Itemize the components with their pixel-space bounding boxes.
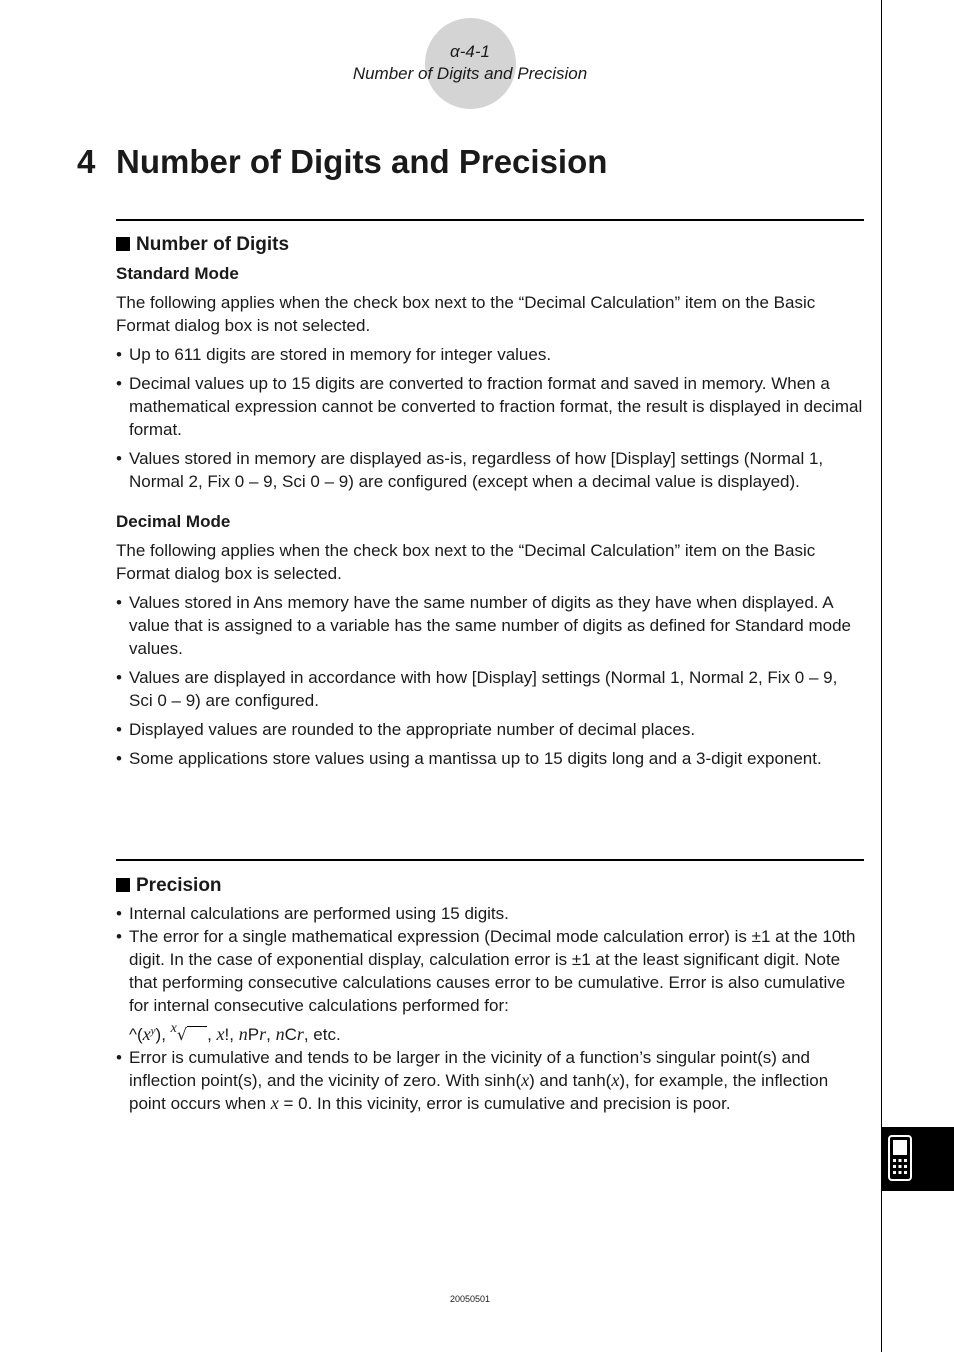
section-divider [116, 219, 864, 221]
bullet: • [116, 904, 122, 923]
decimal-mode-intro: The following applies when the check box next to the “Decimal Calculation” item on the Basic Format dialog box is selected. [116, 541, 816, 583]
page-title-number: 4 [77, 143, 96, 180]
bullet: • [116, 927, 122, 946]
power-exponent: y [150, 1025, 156, 1037]
list-item-text: Displayed values are rounded to the appropriate number of decimal places. [129, 720, 696, 739]
separator: , [207, 1025, 212, 1044]
bullet: • [116, 749, 122, 768]
text-segment: ) and tanh( [529, 1071, 612, 1090]
separator: , [266, 1025, 271, 1044]
sub-heading-standard-mode: Standard Mode [116, 264, 239, 283]
bullet: • [116, 1048, 122, 1067]
header-page-code: α-4-1 [450, 42, 490, 61]
list-item-text: Up to 611 digits are stored in memory for integer values. [129, 345, 552, 364]
bullet: • [116, 593, 122, 612]
power-open: ^( [129, 1025, 143, 1044]
npr-n: n [238, 1024, 248, 1044]
decimal-mode-list [116, 591, 864, 770]
radical-bar [187, 1026, 207, 1027]
list-item-text: The error for a single mathematical expression (Decimal mode calculation error) is ±1 at the 10th digit. In the case of exponential display, calculation error is ±1 at the least significant digit. Note that performing consecutive calculations causes error to be cumulative. Error is also cumulative for internal consecutive calculations performed for: [129, 927, 856, 1015]
standard-mode-intro: The following applies when the check box next to the “Decimal Calculation” item on the Basic Format dialog box is not selected. [116, 293, 816, 335]
list-item-text: Values are displayed in accordance with how [Display] settings (Normal 1, Normal 2, Fix 0 – 9, Sci 0 – 9) are configured. [129, 668, 838, 710]
list-item-text: Values stored in Ans memory have the same number of digits as they have when displayed. A value that is assigned to a variable has the same number of digits as defined for Standard mode values. [129, 593, 851, 658]
root-index: x [170, 1021, 177, 1036]
list-item [116, 372, 864, 441]
npr-r: r [259, 1024, 267, 1044]
list-item [116, 1046, 864, 1115]
factorial-tail: !, [224, 1025, 234, 1044]
header-chapter-title: Number of Digits and Precision [352, 64, 588, 83]
math-variable: x [611, 1070, 620, 1090]
list-item [116, 666, 864, 712]
bullet: • [116, 374, 122, 393]
factorial-variable: x [216, 1024, 225, 1044]
bullet: • [116, 668, 122, 687]
bullet: • [116, 345, 122, 364]
bullet: • [116, 720, 122, 739]
footer-code: 20050501 [449, 1294, 491, 1304]
text-segment: ), for example, the inflection point occurs when [129, 1071, 829, 1113]
list-item [116, 447, 864, 493]
sub-heading-decimal-mode: Decimal Mode [116, 512, 231, 531]
list-item [116, 343, 864, 366]
list-item [116, 925, 864, 1046]
list-item-text: Some applications store values using a mantissa up to 15 digits long and a 3-digit exponent. [129, 749, 822, 768]
power-close: ), [155, 1025, 166, 1044]
page-title-text: Number of Digits and Precision [116, 143, 608, 180]
section-heading [116, 873, 864, 899]
text-segment: = 0. In this vicinity, error is cumulative and precision is poor. [283, 1094, 731, 1113]
list-tail: , etc. [303, 1025, 341, 1044]
section-heading-text: Number of Digits [136, 234, 290, 255]
list-item-text: Internal calculations are performed using 15 digits. [129, 904, 509, 923]
bullet: • [116, 449, 122, 468]
ncr-r: r [296, 1024, 304, 1044]
section-heading [116, 232, 864, 258]
list-item [116, 591, 864, 660]
radical-sign-icon: √ [176, 1025, 188, 1044]
npr-p: P [247, 1025, 260, 1044]
power-base: x [142, 1024, 151, 1044]
precision-list [116, 902, 864, 1115]
xth-root-symbol [171, 1017, 207, 1046]
list-item [116, 747, 864, 770]
square-bullet-icon [116, 878, 130, 892]
text-segment: Error is cumulative and tends to be larger in the vicinity of a function’s singular point(s) and inflection point(s), and the vicinity of zero. With sinh( [129, 1048, 810, 1090]
list-item [116, 718, 864, 741]
calculator-icon [888, 1135, 912, 1181]
list-item [116, 902, 864, 925]
standard-mode-list [116, 343, 864, 493]
math-variable: x [521, 1070, 530, 1090]
ncr-c: C [284, 1025, 297, 1044]
side-chapter-tab[interactable] [882, 1127, 954, 1191]
page-title [77, 143, 607, 181]
section-divider [116, 859, 864, 861]
section-heading-text: Precision [136, 875, 222, 896]
list-item-text: Decimal values up to 15 digits are converted to fraction format and saved in memory. When a mathematical expression cannot be converted to fraction format, the result is displayed in decimal format. [129, 374, 863, 439]
square-bullet-icon [116, 237, 130, 251]
section-number-of-digits [116, 219, 864, 770]
section-precision [116, 859, 864, 1115]
list-item-text: Values stored in memory are displayed as-is, regardless of how [Display] settings (Normal 1, Normal 2, Fix 0 – 9, Sci 0 – 9) are configured (except when a decimal value is displayed). [129, 449, 824, 491]
math-variable: x [270, 1093, 279, 1113]
ncr-n: n [275, 1024, 285, 1044]
